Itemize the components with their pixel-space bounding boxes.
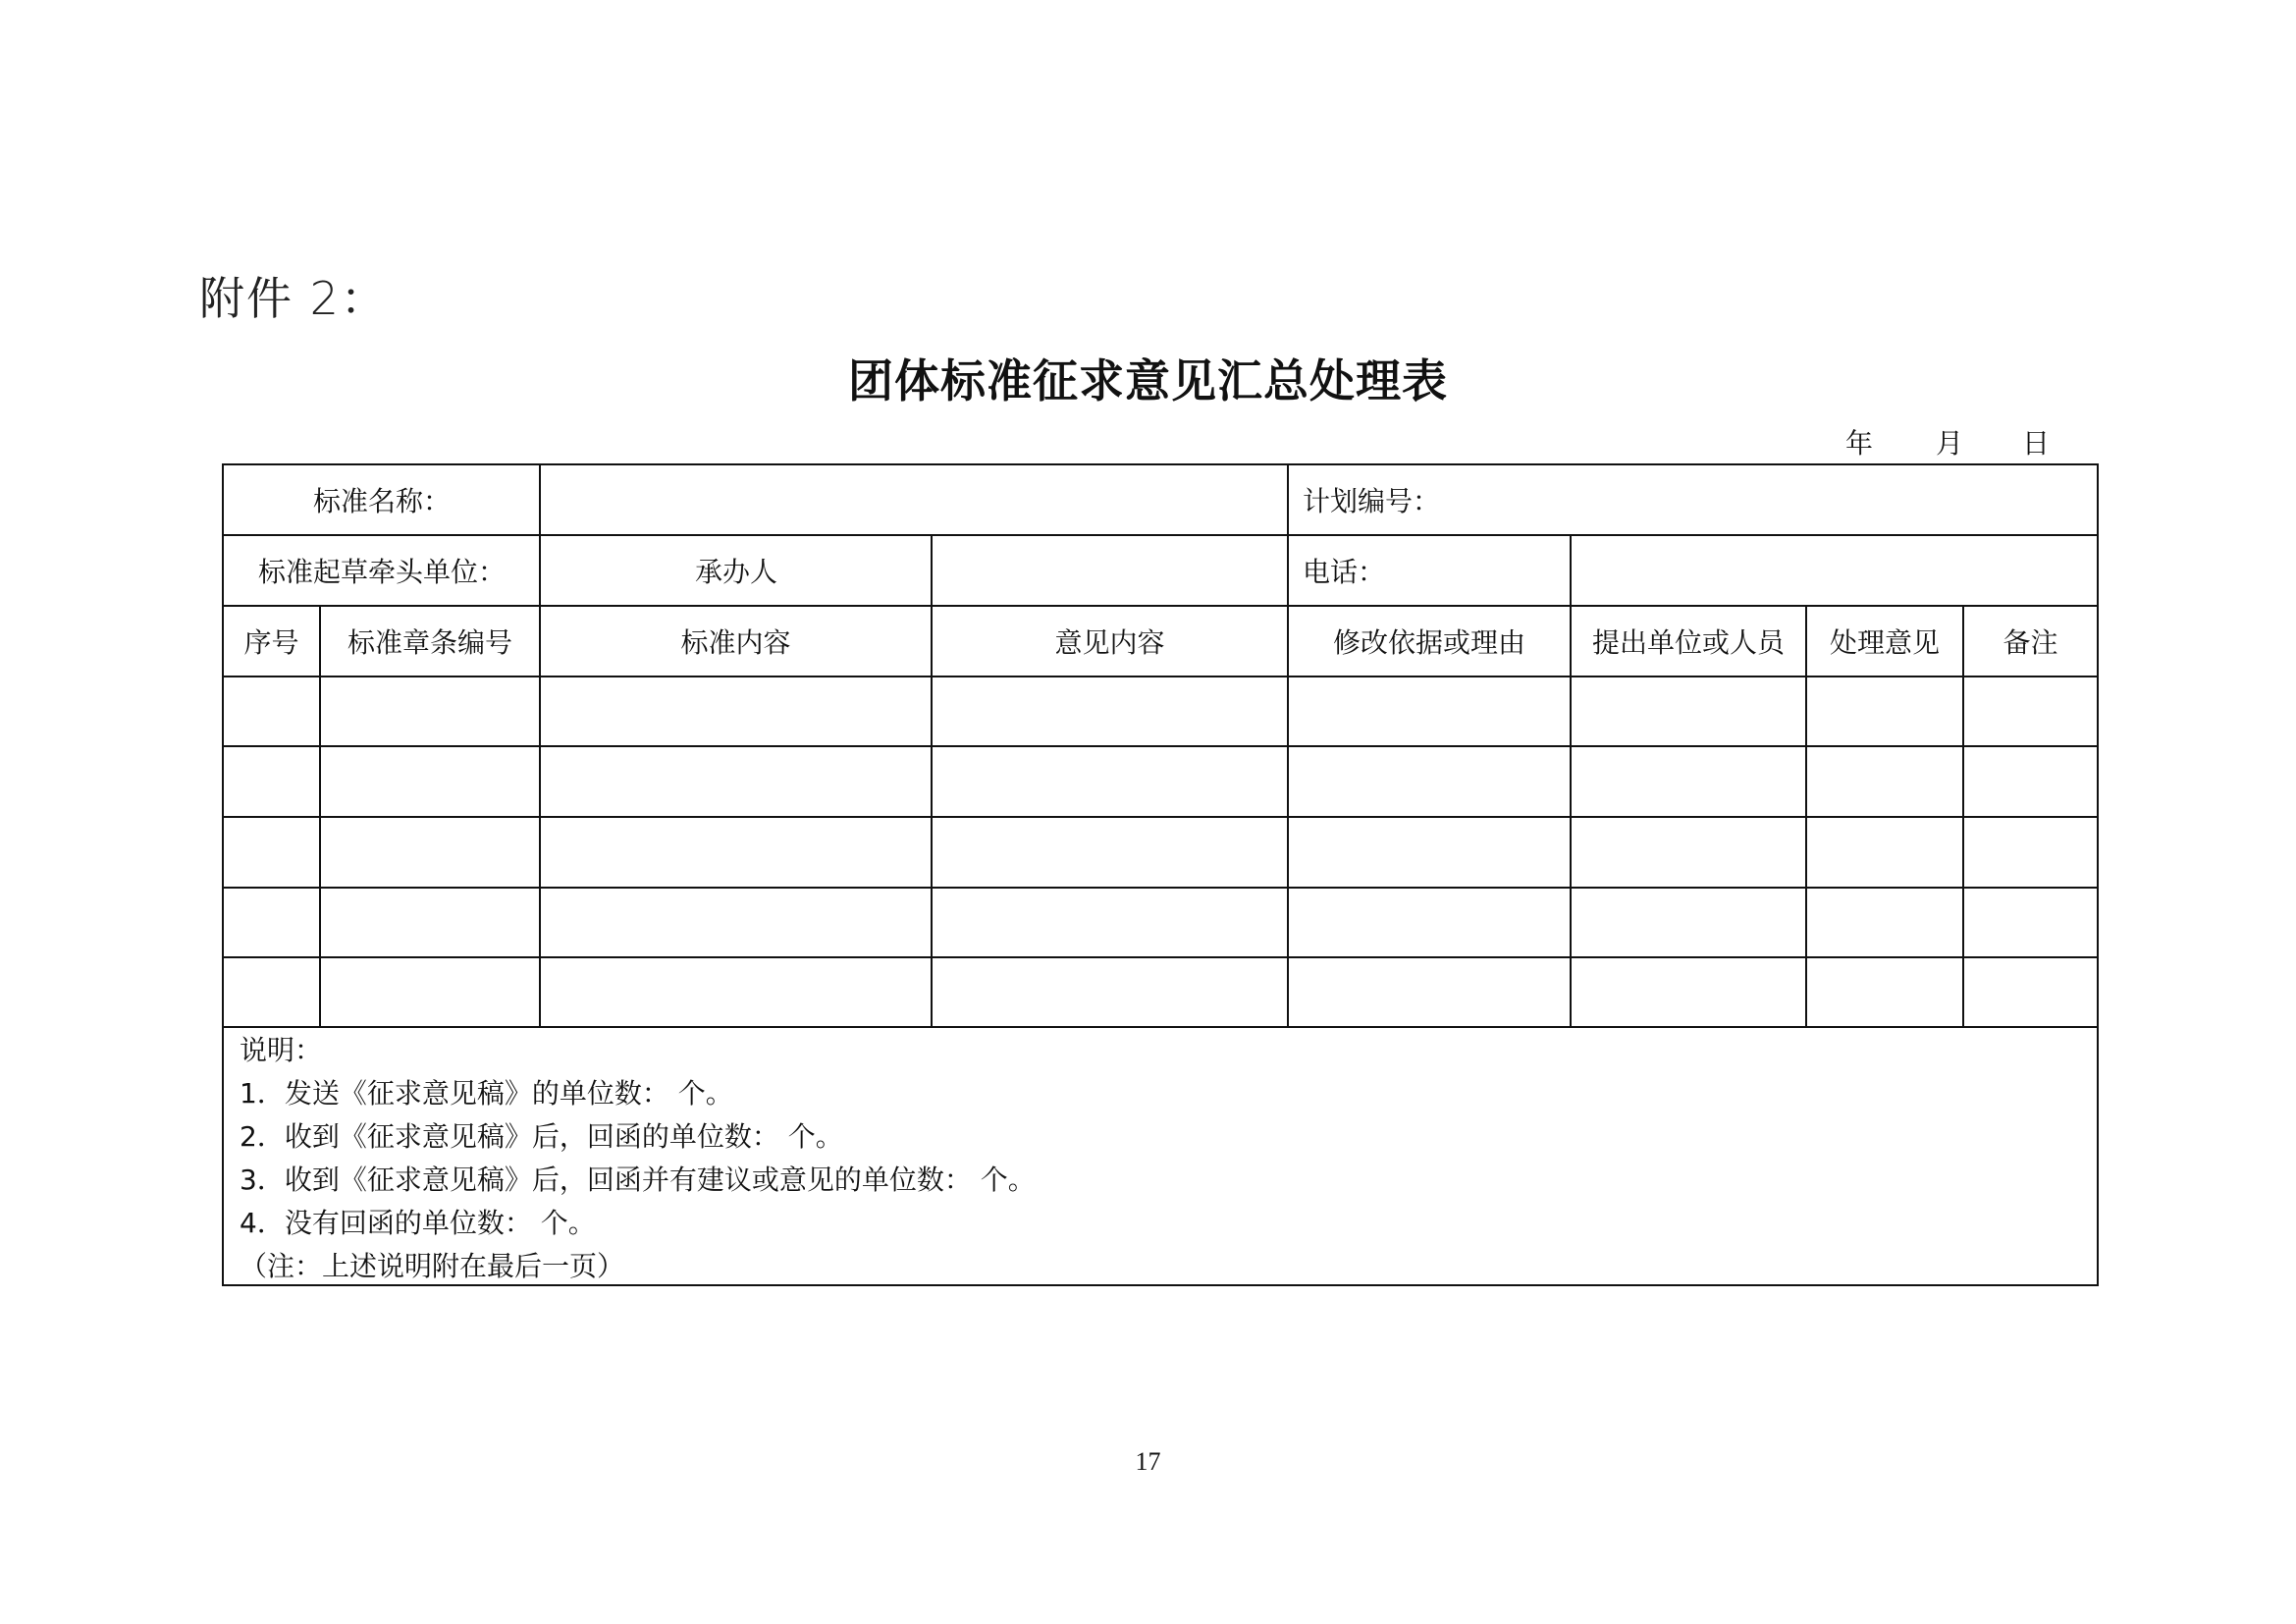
column-header-remarks: 备注 [2002, 626, 2058, 659]
column-header-clause-number: 标准章条编号 [347, 626, 512, 659]
notes-item: 2．收到《征求意见稿》后，回函的单位数： 个。 [240, 1120, 843, 1153]
notes-heading: 说明： [240, 1034, 323, 1066]
phone-label: 电话： [1303, 556, 1386, 588]
standard-name-field[interactable] [541, 465, 1287, 534]
date-row [1845, 422, 2061, 461]
date-year-label: 年 [1845, 427, 1874, 460]
handler-label: 承办人 [694, 556, 777, 588]
row-line [224, 676, 2097, 677]
drafting-unit-label: 标准起草牵头单位： [257, 556, 506, 588]
form-title: 团体标准征求意见汇总处理表 [848, 354, 1448, 407]
notes-section [240, 1029, 1036, 1288]
column-header-handling-opinion: 处理意见 [1829, 626, 1940, 659]
row-line [224, 1026, 2097, 1028]
notes-item: 4．没有回函的单位数： 个。 [240, 1207, 596, 1239]
standard-name-label: 标准名称： [312, 485, 451, 517]
attachment-label: 附件 2： [199, 272, 388, 325]
phone-field[interactable] [1572, 536, 2097, 605]
column-header-reason: 修改依据或理由 [1332, 626, 1525, 659]
summary-form-table [222, 463, 2099, 1286]
handler-field[interactable] [933, 536, 1287, 605]
page-number: 17 [1135, 1447, 1161, 1476]
column-header-opinion-content: 意见内容 [1054, 626, 1165, 659]
row-line [224, 956, 2097, 958]
notes-item: 3．收到《征求意见稿》后，回函并有建议或意见的单位数： 个。 [240, 1164, 1036, 1196]
column-header-standard-content: 标准内容 [680, 626, 791, 659]
row-line [224, 816, 2097, 818]
row-line [224, 887, 2097, 889]
row-line [224, 745, 2097, 747]
plan-number-label: 计划编号： [1303, 485, 1441, 517]
date-day-label: 日 [2022, 427, 2051, 460]
notes-item: 1．发送《征求意见稿》的单位数： 个。 [240, 1077, 733, 1110]
column-header-index: 序号 [243, 626, 299, 659]
column-header-proposer: 提出单位或人员 [1591, 626, 1785, 659]
notes-footnote: （注：上述说明附在最后一页） [240, 1250, 625, 1282]
date-month-label: 月 [1936, 427, 1964, 460]
